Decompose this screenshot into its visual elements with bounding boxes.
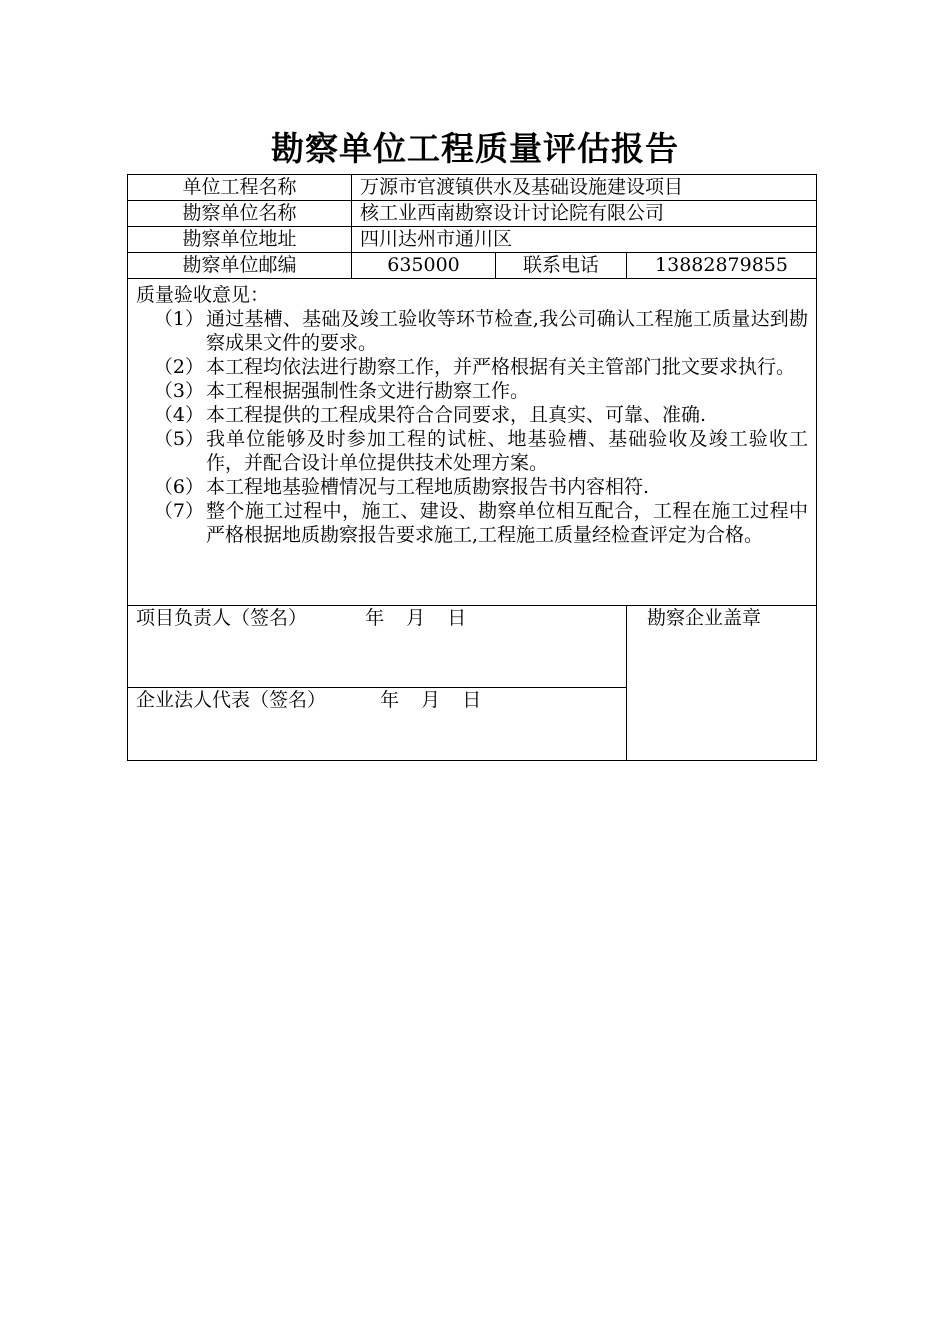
opinion-number: （4） — [153, 404, 204, 426]
phone-value: 13882879855 — [627, 253, 817, 279]
project-leader-cell — [128, 606, 627, 688]
date-day: 日 — [462, 689, 482, 711]
row-project-name — [128, 175, 817, 201]
row-project-leader — [128, 606, 817, 688]
date-month: 月 — [421, 689, 441, 711]
row-unit-name — [128, 201, 817, 227]
postcode-value: 635000 — [352, 253, 496, 279]
opinion-text: 本工程提供的工程成果符合合同要求，且真实、可靠、准确. — [206, 404, 707, 426]
opinion-number: （6） — [153, 476, 204, 498]
address-value: 四川达州市通川区 — [352, 227, 817, 253]
opinion-item — [136, 427, 808, 475]
date-year: 年 — [365, 607, 385, 629]
opinion-number: （2） — [153, 356, 204, 378]
opinion-text: 我单位能够及时参加工程的试桩、地基验槽、基础验收及竣工验收工作，并配合设计单位提供技术处理方案。 — [206, 428, 809, 474]
project-name-label: 单位工程名称 — [128, 175, 352, 201]
address-label: 勘察单位地址 — [128, 227, 352, 253]
phone-label: 联系电话 — [496, 253, 627, 279]
page-title: 勘察单位工程质量评估报告 — [271, 129, 679, 168]
opinion-text: 本工程地基验槽情况与工程地质勘察报告书内容相符. — [206, 476, 650, 498]
opinion-text: 整个施工过程中，施工、建设、勘察单位相互配合，工程在施工过程中严格根据地质勘察报告要求施工,工程施工质量经检查评定为合格。 — [206, 500, 809, 546]
unit-name-label: 勘察单位名称 — [128, 201, 352, 227]
opinion-number: （3） — [153, 380, 204, 402]
date-year: 年 — [380, 689, 400, 711]
seal-label: 勘察企业盖章 — [647, 607, 762, 629]
opinion-item — [136, 379, 808, 403]
opinion-text: 本工程根据强制性条文进行勘察工作。 — [206, 380, 530, 402]
report-table — [127, 174, 817, 761]
opinion-number: （1） — [153, 308, 204, 330]
legal-rep-date — [380, 688, 497, 712]
project-leader-label: 项目负责人（签名） — [136, 607, 308, 629]
project-leader-date — [365, 606, 482, 630]
legal-rep-cell — [128, 688, 627, 761]
row-opinions — [128, 279, 817, 606]
opinion-item — [136, 475, 808, 499]
opinions-cell — [128, 279, 817, 606]
opinion-text: 通过基槽、基础及竣工验收等环节检查,我公司确认工程施工质量达到勘察成果文件的要求。 — [206, 308, 809, 354]
row-address — [128, 227, 817, 253]
seal-cell — [627, 606, 817, 761]
legal-rep-label: 企业法人代表（签名） — [136, 689, 327, 711]
postcode-label: 勘察单位邮编 — [128, 253, 352, 279]
opinion-item — [136, 355, 808, 379]
unit-name-value: 核工业西南勘察设计讨论院有限公司 — [352, 201, 817, 227]
opinion-item — [136, 307, 808, 355]
opinion-item — [136, 499, 808, 547]
date-day: 日 — [447, 607, 467, 629]
date-month: 月 — [406, 607, 426, 629]
project-name-value: 万源市官渡镇供水及基础设施建设项目 — [352, 175, 817, 201]
opinion-number: （5） — [153, 428, 204, 450]
opinions-title: 质量验收意见： — [136, 284, 270, 306]
row-postcode — [128, 253, 817, 279]
opinion-number: （7） — [153, 500, 204, 522]
opinion-text: 本工程均依法进行勘察工作，并严格根据有关主管部门批文要求执行。 — [206, 356, 796, 378]
opinion-item — [136, 403, 808, 427]
